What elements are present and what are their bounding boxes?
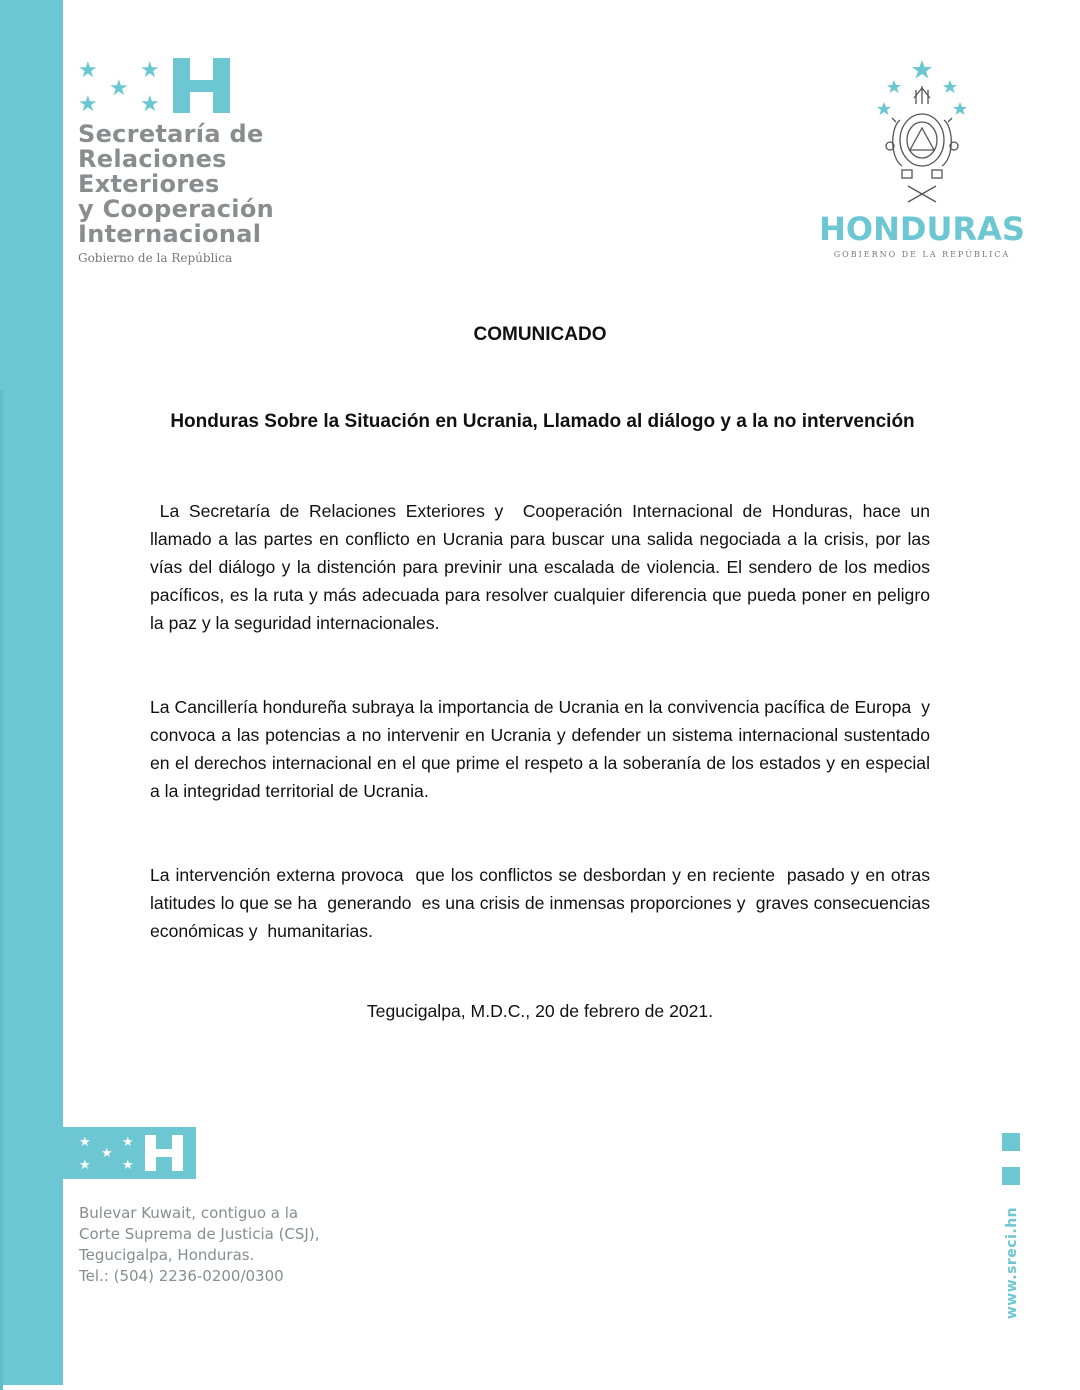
h-logo-icon	[145, 1135, 183, 1171]
star-icon: ★	[78, 92, 98, 117]
star-icon: ★	[79, 1135, 91, 1150]
website-text: www.sreci.hn	[1004, 1206, 1020, 1319]
ministry-line: y Cooperación	[78, 195, 275, 223]
address-line: Corte Suprema de Justicia (CSJ),	[79, 1225, 320, 1243]
address-line: Bulevar Kuwait, contiguo a la	[79, 1204, 299, 1222]
country-subtitle: GOBIERNO DE LA REPÚBLICA	[833, 250, 1011, 259]
side-bar-shade	[0, 390, 3, 1390]
star-icon: ★	[78, 58, 98, 83]
star-icon: ★	[122, 1135, 134, 1150]
address-line: Tel.: (504) 2236-0200/0300	[79, 1267, 284, 1285]
star-icon: ★	[109, 76, 129, 101]
ministry-subtitle: Gobierno de la República	[78, 251, 233, 265]
document-label: COMUNICADO	[473, 324, 607, 345]
star-icon: ★	[140, 58, 160, 83]
footer-address	[79, 1203, 319, 1287]
star-icon: ★	[140, 92, 160, 117]
star-icon: ★	[79, 1158, 91, 1173]
stars-h-mark	[78, 58, 308, 116]
body-paragraph: La Cancillería hondureña subraya la importancia de Ucrania en la convivencia pacífica de Europa y convoca a las potencias a no intervenir en Ucrania y defender un sistema internacional sustentado en el derechos internacional en el que prime el respeto a la soberanía de los estados y en especial a la integridad territorial de Ucrania.	[150, 697, 935, 801]
address-line: Tegucigalpa, Honduras.	[79, 1246, 255, 1264]
star-icon: ★	[101, 1146, 113, 1161]
body-paragraph: La Secretaría de Relaciones Exteriores y Cooperación Internacional de Honduras, hace un llamado a las partes en conflicto en Ucrania para buscar una salida negociada a la crisis, por las vías del diálogo y la distención para previnir una escalada de violencia. El sendero de los medios pacíficos, es la ruta y más adecuada para resolver cualquier diferencia que pueda poner en peligro la paz y la seguridad internacionales.	[150, 501, 935, 633]
ministry-name	[78, 122, 308, 247]
country-wordmark: HONDURAS	[819, 210, 1025, 248]
footer-logo	[63, 1127, 196, 1179]
coat-of-arms-icon	[872, 58, 972, 208]
decorative-square	[1002, 1133, 1020, 1151]
accent-side-bar	[0, 0, 63, 1385]
decorative-square	[1002, 1167, 1020, 1185]
place-date-signoff: Tegucigalpa, M.D.C., 20 de febrero de 2021.	[366, 1001, 714, 1021]
honduras-logo	[812, 58, 1032, 259]
ministry-line: Relaciones	[78, 145, 227, 173]
document-title: Honduras Sobre la Situación en Ucrania, Llamado al diálogo y a la no intervención	[170, 411, 915, 432]
ministry-logo	[78, 58, 308, 265]
website-link[interactable]	[1001, 1205, 1023, 1320]
ministry-line: Internacional	[78, 220, 262, 248]
star-icon: ★	[122, 1158, 134, 1173]
body-paragraph: La intervención externa provoca que los conflictos se desbordan y en reciente pasado y en otras latitudes lo que se ha generando es una crisis de inmensas proporciones y graves consecuencias económicas y humanitarias.	[150, 865, 935, 941]
h-logo-icon	[173, 58, 231, 113]
ministry-line: Exteriores	[78, 170, 220, 198]
ministry-line: Secretaría de	[78, 120, 264, 148]
